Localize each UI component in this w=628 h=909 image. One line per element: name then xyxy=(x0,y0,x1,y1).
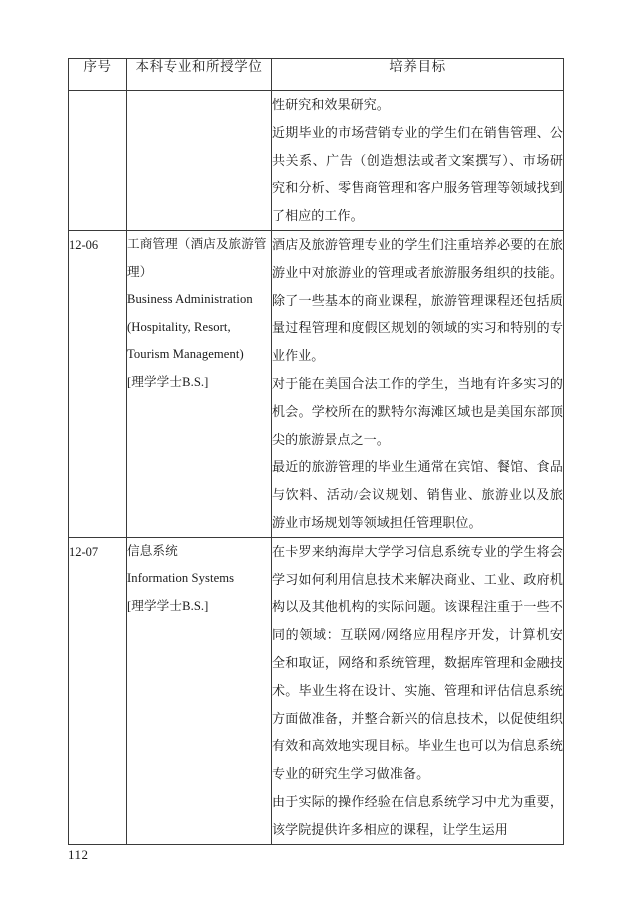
table-row xyxy=(69,537,564,844)
degree-label: [理学学士B.S.] xyxy=(127,598,209,613)
objective-paragraph: 酒店及旅游管理专业的学生们注重培养必要的在旅游业中对旅游业的管理或者旅游服务组织的技能。除了一些基本的商业课程，旅游管理课程还包括质量过程管理和度假区规划的领域的实习和特别的专业作业。 xyxy=(272,236,563,364)
row-major-cell xyxy=(127,537,272,844)
table-row xyxy=(69,230,564,537)
row-id-cell xyxy=(69,537,127,844)
row-id-label: 12-06 xyxy=(69,237,99,252)
objective-paragraph: 对于能在美国合法工作的学生，当地有许多实习的机会。学校所在的默特尔海滩区域也是美国东部顶尖的旅游景点之一。 xyxy=(272,375,563,447)
row-objectives-cell xyxy=(272,230,564,537)
major-name-chinese: 工商管理（酒店及旅游管理） xyxy=(127,236,267,279)
row-major-cell xyxy=(127,91,272,231)
column-header-label: 序号 xyxy=(83,59,112,74)
objective-paragraph: 在卡罗来纳海岸大学学习信息系统专业的学生将会学习如何利用信息技术来解决商业、工业、政府机构以及其他机构的实际问题。该课程注重于一些不同的领域：互联网/网络应用程序开发，计算机安全和取证，网络和系统管理，数据库管理和金融技术。毕业生将在设计、实施、管理和评估信息系统方面做准备，并整合新兴的信息技术，以促使组织有效和高效地实现目标。毕业生也可以为信息系统专业的研究生学习做准备。 xyxy=(272,543,563,782)
row-id-cell xyxy=(69,91,127,231)
major-name-english: Business Administration (Hospitality, Resort, Tourism Management) xyxy=(127,292,253,362)
objective-paragraph: 由于实际的操作经验在信息系统学习中尤为重要，该学院提供许多相应的课程，让学生运用 xyxy=(272,793,563,837)
row-id-label: 12-07 xyxy=(69,544,99,559)
column-header-label: 培养目标 xyxy=(389,59,446,74)
row-major-cell xyxy=(127,230,272,537)
programs-table xyxy=(68,58,564,845)
page-number: 112 xyxy=(68,847,89,862)
table-header xyxy=(69,59,564,91)
row-objectives-cell xyxy=(272,91,564,231)
objective-paragraph: 性研究和效果研究。 xyxy=(272,97,390,112)
column-header-objectives xyxy=(272,59,564,91)
column-header-label: 本科专业和所授学位 xyxy=(135,59,263,74)
row-objectives-cell xyxy=(272,537,564,844)
objective-paragraph: 近期毕业的市场营销专业的学生们在销售管理、公共关系、广告（创造想法或者文案撰写）、市场研究和分析、零售商管理和客户服务管理等领域找到了相应的工作。 xyxy=(272,124,563,224)
column-header-序号 xyxy=(69,59,127,91)
objective-paragraph: 最近的旅游管理的毕业生通常在宾馆、餐馆、食品与饮料、活动/会议规划、销售业、旅游业以及旅游业市场规划等领域担任管理职位。 xyxy=(272,459,563,530)
table-row xyxy=(69,91,564,231)
major-name-chinese: 信息系统 xyxy=(127,543,178,558)
major-name-english: Information Systems xyxy=(127,571,235,586)
table-body xyxy=(69,91,564,845)
row-id-cell xyxy=(69,230,127,537)
table-header-row xyxy=(69,59,564,91)
degree-label: [理学学士B.S.] xyxy=(127,374,209,389)
column-header-major-degree xyxy=(127,59,272,91)
